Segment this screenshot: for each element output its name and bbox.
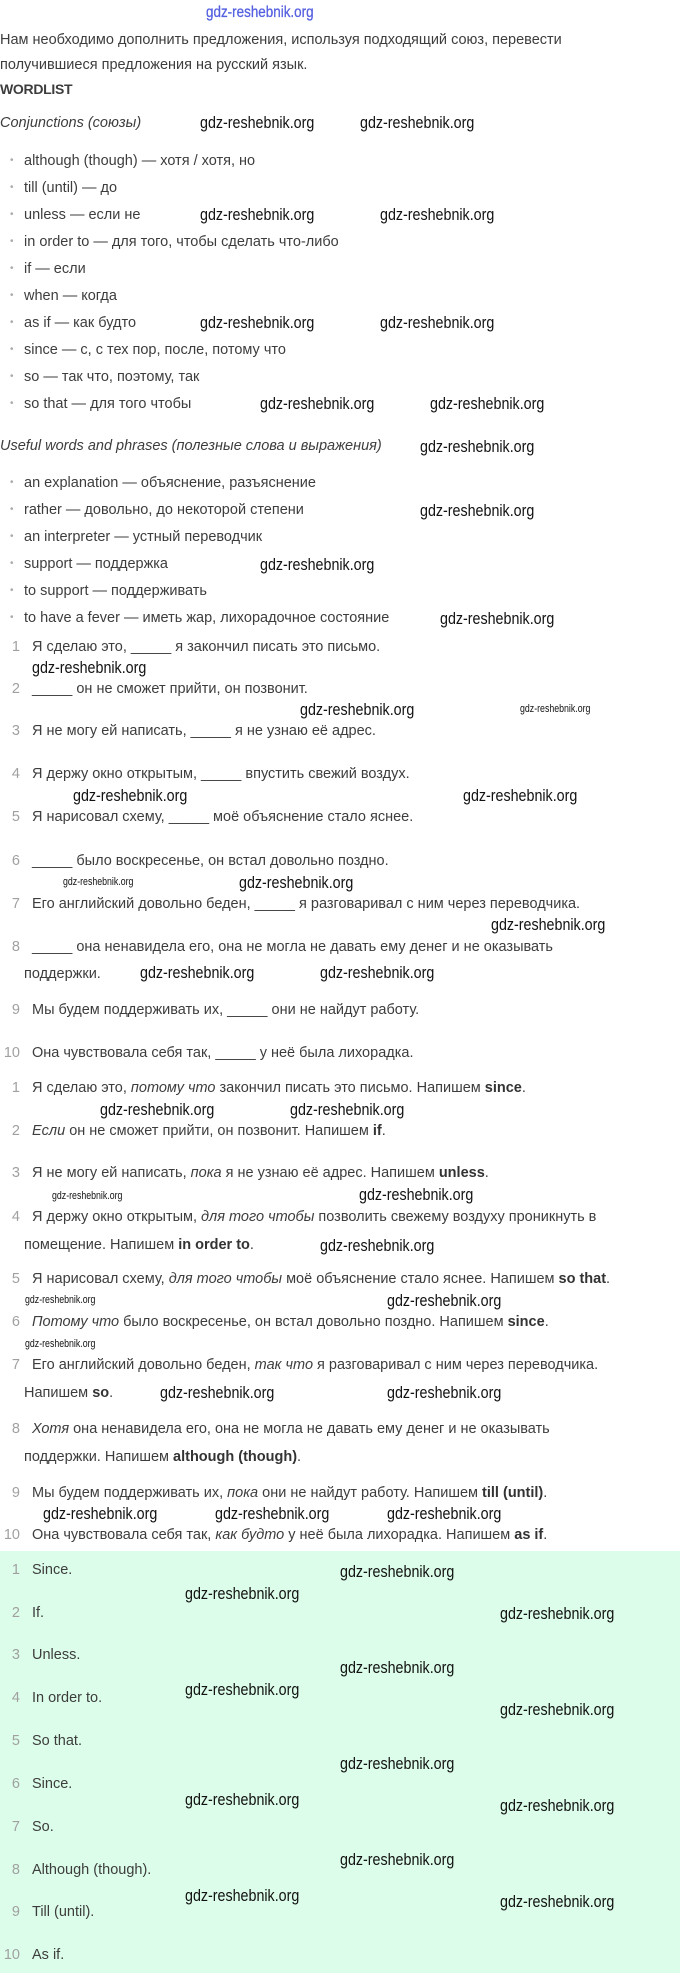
useful-item: to support — поддерживать — [24, 583, 207, 599]
watermark-text: gdz-reshebnik.org — [200, 113, 315, 132]
watermark-text: gdz-reshebnik.org — [420, 437, 535, 456]
text-part: Она чувствовала себя так, — [32, 1527, 216, 1543]
explanation-text — [32, 1526, 547, 1544]
answer-number: 3 — [11, 1647, 20, 1663]
watermark-text: gdz-reshebnik.org — [200, 313, 315, 332]
translated-conjunction: Потому что — [32, 1314, 120, 1330]
explanation-text-cont — [24, 1384, 113, 1402]
translated-conjunction: пока — [190, 1165, 222, 1181]
watermark-text: gdz-reshebnik.org — [185, 1886, 300, 1905]
explanation-number: 5 — [11, 1271, 20, 1287]
text-part: поддержки. Напишем — [24, 1449, 174, 1465]
text-part: . — [606, 1271, 611, 1287]
watermark-text: gdz-reshebnik.org — [387, 1291, 502, 1310]
watermark-text: gdz-reshebnik.org — [387, 1383, 502, 1402]
text-part: Напишем — [24, 1385, 93, 1401]
explanation-number: 7 — [11, 1357, 20, 1373]
text-part: Я не могу ей написать, — [32, 1165, 191, 1181]
bullet-icon: • — [10, 290, 14, 301]
exercise-text: Мы будем поддерживать их, _____ они не найдут работу. — [32, 1002, 420, 1018]
explanation-number: 8 — [11, 1421, 20, 1437]
text-part: . — [109, 1385, 114, 1401]
watermark-text: gdz-reshebnik.org — [500, 1700, 615, 1719]
text-part: моё объяснение стало яснее. Напишем — [282, 1271, 559, 1287]
text-part: Его английский довольно беден, — [32, 1357, 255, 1373]
explanation-number: 10 — [3, 1527, 20, 1543]
exercise-number: 10 — [3, 1045, 20, 1061]
intro-line-1: Нам необходимо дополнить предложения, используя подходящий союз, перевести — [0, 32, 562, 48]
exercise-number: 5 — [11, 809, 20, 825]
answer-word: although (though) — [173, 1449, 298, 1465]
bullet-icon: • — [10, 477, 14, 488]
translated-conjunction: Если — [32, 1123, 66, 1139]
answer-number: 7 — [11, 1819, 20, 1835]
answer-text: Till (until). — [32, 1904, 95, 1920]
answer-text: In order to. — [32, 1690, 103, 1706]
exercise-text: _____ она ненавидела его, она не могла не давать ему денег и не оказывать — [32, 939, 553, 955]
useful-item: to have a fever — иметь жар, лихорадочное состояние — [24, 610, 390, 626]
answer-number: 4 — [11, 1690, 20, 1706]
exercise-text: Я не могу ей написать, _____ я не узнаю её адрес. — [32, 723, 376, 739]
wordlist-heading: WORDLIST — [0, 81, 73, 97]
answer-word: since — [484, 1080, 522, 1096]
exercise-text: _____ он не сможет прийти, он позвонит. — [32, 681, 308, 697]
answer-text: So. — [32, 1819, 54, 1835]
exercise-text: Я держу окно открытым, _____ впустить свежий воздух. — [32, 766, 410, 782]
text-part: Я нарисовал схему, — [32, 1271, 169, 1287]
exercise-text: _____ было воскресенье, он встал довольно поздно. — [32, 853, 389, 869]
text-part: она ненавидела его, она не могла не давать ему денег и не оказывать — [69, 1421, 550, 1437]
useful-item: an explanation — объяснение, разъяснение — [24, 475, 316, 491]
conjunction-item: so that — для того чтобы — [24, 396, 192, 412]
explanation-number: 4 — [11, 1209, 20, 1225]
watermark-text: gdz-reshebnik.org — [185, 1790, 300, 1809]
bullet-icon: • — [10, 317, 14, 328]
answer-word: in order to — [178, 1237, 250, 1253]
watermark-text: gdz-reshebnik.org — [500, 1796, 615, 1815]
bullet-icon: • — [10, 612, 14, 623]
conjunction-item: in order to — для того, чтобы сделать что-либо — [24, 234, 339, 250]
watermark-text: gdz-reshebnik.org — [380, 205, 495, 224]
bullet-icon: • — [10, 236, 14, 247]
explanation-text — [32, 1356, 598, 1374]
watermark-text: gdz-reshebnik.org — [463, 786, 578, 805]
watermark-text: gdz-reshebnik.org — [420, 501, 535, 520]
translated-conjunction: для того чтобы — [168, 1271, 283, 1287]
watermark-text: gdz-reshebnik.org — [340, 1754, 455, 1773]
explanation-text-cont — [24, 1236, 254, 1254]
watermark-text: gdz-reshebnik.org — [320, 1236, 435, 1255]
conjunction-item: although (though) — хотя / хотя, но — [24, 153, 256, 169]
watermark-text: gdz-reshebnik.org — [25, 1294, 96, 1306]
text-part: . — [543, 1485, 548, 1501]
text-part: . — [544, 1314, 549, 1330]
bullet-icon: • — [10, 263, 14, 274]
watermark-text: gdz-reshebnik.org — [43, 1504, 158, 1523]
text-part: я разговаривал с ним через переводчика. — [313, 1357, 599, 1373]
answer-number: 5 — [11, 1733, 20, 1749]
answer-number: 6 — [11, 1776, 20, 1792]
exercise-number: 9 — [11, 1002, 20, 1018]
answer-text: If. — [32, 1605, 45, 1621]
watermark-text: gdz-reshebnik.org — [239, 873, 354, 892]
useful-heading: Useful words and phrases (полезные слова и выражения) — [0, 438, 382, 454]
watermark-text: gdz-reshebnik.org — [200, 205, 315, 224]
text-part: . — [521, 1080, 526, 1096]
text-part: позволить свежему воздуху проникнуть в — [314, 1209, 597, 1225]
conjunction-item: when — когда — [24, 288, 117, 304]
explanation-text — [32, 1313, 549, 1331]
watermark-text: gdz-reshebnik.org — [300, 700, 415, 719]
conjunction-item: as if — как будто — [24, 315, 137, 331]
text-part: он не сможет прийти, он позвонит. Напишем — [65, 1123, 373, 1139]
answer-word: since — [507, 1314, 545, 1330]
bullet-icon: • — [10, 371, 14, 382]
bullet-icon: • — [10, 398, 14, 409]
watermark-text: gdz-reshebnik.org — [185, 1680, 300, 1699]
answer-text: Although (though). — [32, 1862, 152, 1878]
watermark-text: gdz-reshebnik.org — [359, 1185, 474, 1204]
explanation-number: 6 — [11, 1314, 20, 1330]
text-part: было воскресенье, он встал довольно поздно. Напишем — [119, 1314, 508, 1330]
answer-word: as if — [514, 1527, 544, 1543]
exercise-number: 7 — [11, 896, 20, 912]
conjunction-item: till (until) — до — [24, 180, 118, 196]
explanation-text-cont — [24, 1448, 301, 1466]
watermark-text: gdz-reshebnik.org — [185, 1584, 300, 1603]
explanation-number: 3 — [11, 1165, 20, 1181]
watermark-text: gdz-reshebnik.org — [440, 609, 555, 628]
bullet-icon: • — [10, 585, 14, 596]
watermark-text: gdz-reshebnik.org — [340, 1850, 455, 1869]
explanation-number: 1 — [11, 1080, 20, 1096]
answer-number: 2 — [11, 1605, 20, 1621]
explanation-text — [32, 1164, 489, 1182]
text-part: закончил писать это письмо. Напишем — [215, 1080, 485, 1096]
watermark-text: gdz-reshebnik.org — [25, 1338, 96, 1350]
answer-text: Since. — [32, 1562, 73, 1578]
useful-item: an interpreter — устный переводчик — [24, 529, 263, 545]
exercise-number: 8 — [11, 939, 20, 955]
bullet-icon: • — [10, 504, 14, 515]
text-part: . — [381, 1123, 386, 1139]
watermark-text: gdz-reshebnik.org — [206, 4, 314, 21]
text-part: . — [249, 1237, 254, 1253]
exercise-number: 6 — [11, 853, 20, 869]
exercise-text-cont: поддержки. — [24, 966, 101, 982]
watermark-text: gdz-reshebnik.org — [500, 1892, 615, 1911]
text-part: Мы будем поддерживать их, — [32, 1485, 228, 1501]
watermark-text: gdz-reshebnik.org — [360, 113, 475, 132]
answer-text: So that. — [32, 1733, 82, 1749]
answer-word: so — [92, 1385, 110, 1401]
exercise-text: Я нарисовал схему, _____ моё объяснение стало яснее. — [32, 809, 414, 825]
watermark-text: gdz-reshebnik.org — [340, 1658, 455, 1677]
exercise-number: 1 — [11, 639, 20, 655]
useful-item: support — поддержка — [24, 556, 168, 572]
answer-text: Unless. — [32, 1647, 81, 1663]
text-part: . — [543, 1527, 548, 1543]
translated-conjunction: как будто — [215, 1527, 285, 1543]
explanation-text — [32, 1270, 610, 1288]
watermark-text: gdz-reshebnik.org — [63, 876, 134, 888]
translated-conjunction: потому что — [130, 1080, 216, 1096]
conjunction-item: if — если — [24, 261, 86, 277]
conjunction-item: unless — если не — [24, 207, 141, 223]
translated-conjunction: пока — [227, 1485, 259, 1501]
text-part: . — [484, 1165, 489, 1181]
explanation-text — [32, 1484, 547, 1502]
answer-text: Since. — [32, 1776, 73, 1792]
watermark-text: gdz-reshebnik.org — [380, 313, 495, 332]
exercise-text: Его английский довольно беден, _____ я разговаривал с ним через переводчика. — [32, 896, 581, 912]
bullet-icon: • — [10, 558, 14, 569]
exercise-number: 3 — [11, 723, 20, 739]
explanation-text — [32, 1208, 596, 1226]
explanation-number: 2 — [11, 1123, 20, 1139]
watermark-text: gdz-reshebnik.org — [100, 1100, 215, 1119]
watermark-text: gdz-reshebnik.org — [430, 394, 545, 413]
answer-number: 10 — [3, 1947, 20, 1963]
conjunction-item: so — так что, поэтому, так — [24, 369, 200, 385]
bullet-icon: • — [10, 531, 14, 542]
watermark-text: gdz-reshebnik.org — [340, 1562, 455, 1581]
watermark-text: gdz-reshebnik.org — [500, 1604, 615, 1623]
bullet-icon: • — [10, 344, 14, 355]
watermark-text: gdz-reshebnik.org — [160, 1383, 275, 1402]
watermark-text: gdz-reshebnik.org — [290, 1100, 405, 1119]
intro-line-2: получившиеся предложения на русский язык. — [0, 57, 308, 73]
watermark-text: gdz-reshebnik.org — [140, 963, 255, 982]
explanation-text — [32, 1079, 526, 1097]
answer-number: 9 — [11, 1904, 20, 1920]
bullet-icon: • — [10, 155, 14, 166]
watermark-text: gdz-reshebnik.org — [32, 658, 147, 677]
answer-text: As if. — [32, 1947, 65, 1963]
watermark-text: gdz-reshebnik.org — [491, 915, 606, 934]
bullet-icon: • — [10, 209, 14, 220]
answer-word: till (until) — [482, 1485, 544, 1501]
exercise-number: 2 — [11, 681, 20, 697]
exercise-text: Она чувствовала себя так, _____ у неё была лихорадка. — [32, 1045, 414, 1061]
text-part: Я держу окно открытым, — [32, 1209, 202, 1225]
watermark-text: gdz-reshebnik.org — [320, 963, 435, 982]
exercise-text: Я сделаю это, _____ я закончил писать это письмо. — [32, 639, 381, 655]
answer-number: 8 — [11, 1862, 20, 1878]
text-part: у неё была лихорадка. Напишем — [284, 1527, 515, 1543]
text-part: они не найдут работу. Напишем — [258, 1485, 483, 1501]
translated-conjunction: так что — [254, 1357, 314, 1373]
answer-number: 1 — [11, 1562, 20, 1578]
text-part: я не узнаю её адрес. Напишем — [221, 1165, 439, 1181]
answer-word: unless — [438, 1165, 485, 1181]
translated-conjunction: для того чтобы — [201, 1209, 315, 1225]
useful-item: rather — довольно, до некоторой степени — [24, 502, 304, 518]
explanation-number: 9 — [11, 1485, 20, 1501]
translated-conjunction: Хотя — [32, 1421, 70, 1437]
watermark-text: gdz-reshebnik.org — [260, 555, 375, 574]
watermark-text: gdz-reshebnik.org — [52, 1190, 123, 1202]
explanation-text — [32, 1420, 550, 1438]
watermark-text: gdz-reshebnik.org — [73, 786, 188, 805]
exercise-number: 4 — [11, 766, 20, 782]
answer-word: if — [372, 1123, 382, 1139]
text-part: помещение. Напишем — [24, 1237, 179, 1253]
watermark-text: gdz-reshebnik.org — [260, 394, 375, 413]
explanation-text — [32, 1122, 386, 1140]
text-part: Я сделаю это, — [32, 1080, 131, 1096]
watermark-text: gdz-reshebnik.org — [520, 703, 591, 715]
watermark-text: gdz-reshebnik.org — [387, 1504, 502, 1523]
conjunctions-heading: Conjunctions (союзы) — [0, 115, 142, 131]
watermark-text: gdz-reshebnik.org — [215, 1504, 330, 1523]
answer-word: so that — [558, 1271, 607, 1287]
text-part: . — [297, 1449, 302, 1465]
conjunction-item: since — с, с тех пор, после, потому что — [24, 342, 286, 358]
bullet-icon: • — [10, 182, 14, 193]
